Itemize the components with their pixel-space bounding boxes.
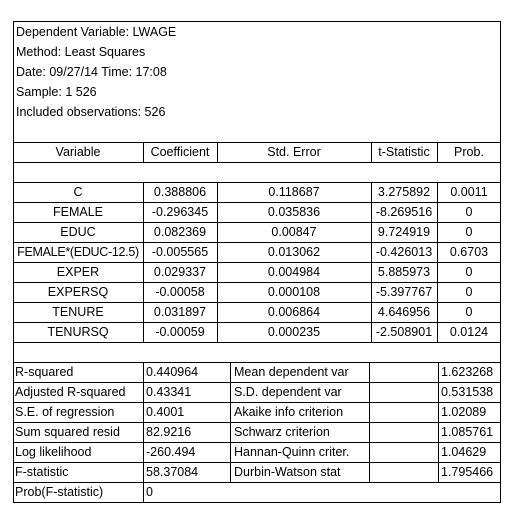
stat-label: Schwarz criterion: [234, 425, 330, 439]
stat-value: 1.795466: [441, 465, 494, 479]
dependent-variable: Dependent Variable: LWAGE: [16, 25, 177, 39]
prob-value: 0: [465, 205, 473, 219]
variable-name: TENURE: [52, 305, 104, 319]
std-error-value: 0.118687: [268, 185, 320, 199]
std-error-value: 0.000108: [267, 285, 321, 299]
col-coefficient: Coefficient: [150, 145, 210, 159]
included-observations: Included observations: 526: [16, 105, 166, 119]
col-variable: Variable: [55, 145, 101, 159]
variable-name: TENURSQ: [47, 325, 109, 339]
method: Method: Least Squares: [16, 45, 146, 59]
stat-value: 1.02089: [441, 405, 487, 419]
std-error-value: 0.000235: [267, 325, 321, 339]
stat-value: 0.531538: [441, 385, 494, 399]
col-std-error: Std. Error: [267, 145, 321, 159]
t-statistic-value: 3.275892: [377, 185, 431, 199]
stat-label: Hannan-Quinn criter.: [234, 445, 350, 459]
variable-name: FEMALE*(EDUC-12.5): [17, 245, 139, 259]
stat-label: S.D. dependent var: [234, 385, 342, 399]
stat-value: 0.4001: [146, 405, 185, 419]
coefficient-value: 0.388806: [153, 185, 207, 199]
coefficient-value: -0.00059: [155, 325, 205, 339]
stat-label: Adjusted R-squared: [15, 385, 126, 399]
variable-name: EXPERSQ: [47, 285, 109, 299]
header-bottom-rule: [13, 162, 501, 163]
stat-label: Log likelihood: [15, 445, 92, 459]
stat-value: 1.085761: [441, 425, 494, 439]
std-error-value: 0.004984: [267, 265, 321, 279]
coefficient-value: 0.029337: [153, 265, 207, 279]
variable-name: C: [73, 185, 83, 199]
prob-value: 0.6703: [449, 245, 489, 259]
stat-label: R-squared: [15, 365, 74, 379]
stat-value: 0: [146, 485, 153, 499]
stat-label: Akaike info criterion: [234, 405, 344, 419]
prob-value: 0.0124: [449, 325, 489, 339]
t-statistic-value: 4.646956: [377, 305, 431, 319]
coefficient-value: -0.296345: [151, 205, 209, 219]
date-time: Date: 09/27/14 Time: 17:08: [16, 65, 167, 79]
t-statistic-value: 5.885973: [377, 265, 431, 279]
std-error-value: 0.035836: [267, 205, 321, 219]
std-error-value: 0.00847: [271, 225, 317, 239]
prob-value: 0.0011: [450, 185, 488, 199]
std-error-value: 0.006864: [267, 305, 321, 319]
col-prob: Prob.: [454, 145, 484, 159]
prob-value: 0: [465, 225, 473, 239]
stat-value: 0.440964: [146, 365, 199, 379]
prob-value: 0: [465, 305, 473, 319]
stat-label: F-statistic: [15, 465, 69, 479]
stat-label: Mean dependent var: [234, 365, 349, 379]
t-statistic-value: -2.508901: [375, 325, 433, 339]
stat-label: S.E. of regression: [15, 405, 115, 419]
coefficient-value: 0.082369: [153, 225, 207, 239]
stat-label: Sum squared resid: [15, 425, 120, 439]
col-t-statistic: t-Statistic: [378, 145, 430, 159]
stat-value: 1.623268: [441, 365, 494, 379]
std-error-value: 0.013062: [267, 245, 321, 259]
coefficient-value: -0.005565: [151, 245, 209, 259]
variable-name: EDUC: [60, 225, 96, 239]
stat-value: -260.494: [146, 445, 196, 459]
stat-value: 82.9216: [146, 425, 192, 439]
t-statistic-value: -0.426013: [375, 245, 433, 259]
prob-value: 0: [465, 265, 473, 279]
stat-label: Prob(F-statistic): [15, 485, 104, 499]
variable-name: EXPER: [56, 265, 100, 279]
stat-value: 0.43341: [146, 385, 192, 399]
t-statistic-value: -5.397767: [375, 285, 433, 299]
prob-value: 0: [465, 285, 473, 299]
sample: Sample: 1 526: [16, 85, 97, 99]
stat-value: 1.04629: [441, 445, 487, 459]
coefficient-value: -0.00058: [155, 285, 205, 299]
t-statistic-value: -8.269516: [375, 205, 433, 219]
stat-value: 58.37084: [146, 465, 199, 479]
stat-label: Durbin-Watson stat: [234, 465, 341, 479]
coefficient-value: 0.031897: [153, 305, 207, 319]
t-statistic-value: 9.724919: [377, 225, 431, 239]
variable-name: FEMALE: [52, 205, 103, 219]
